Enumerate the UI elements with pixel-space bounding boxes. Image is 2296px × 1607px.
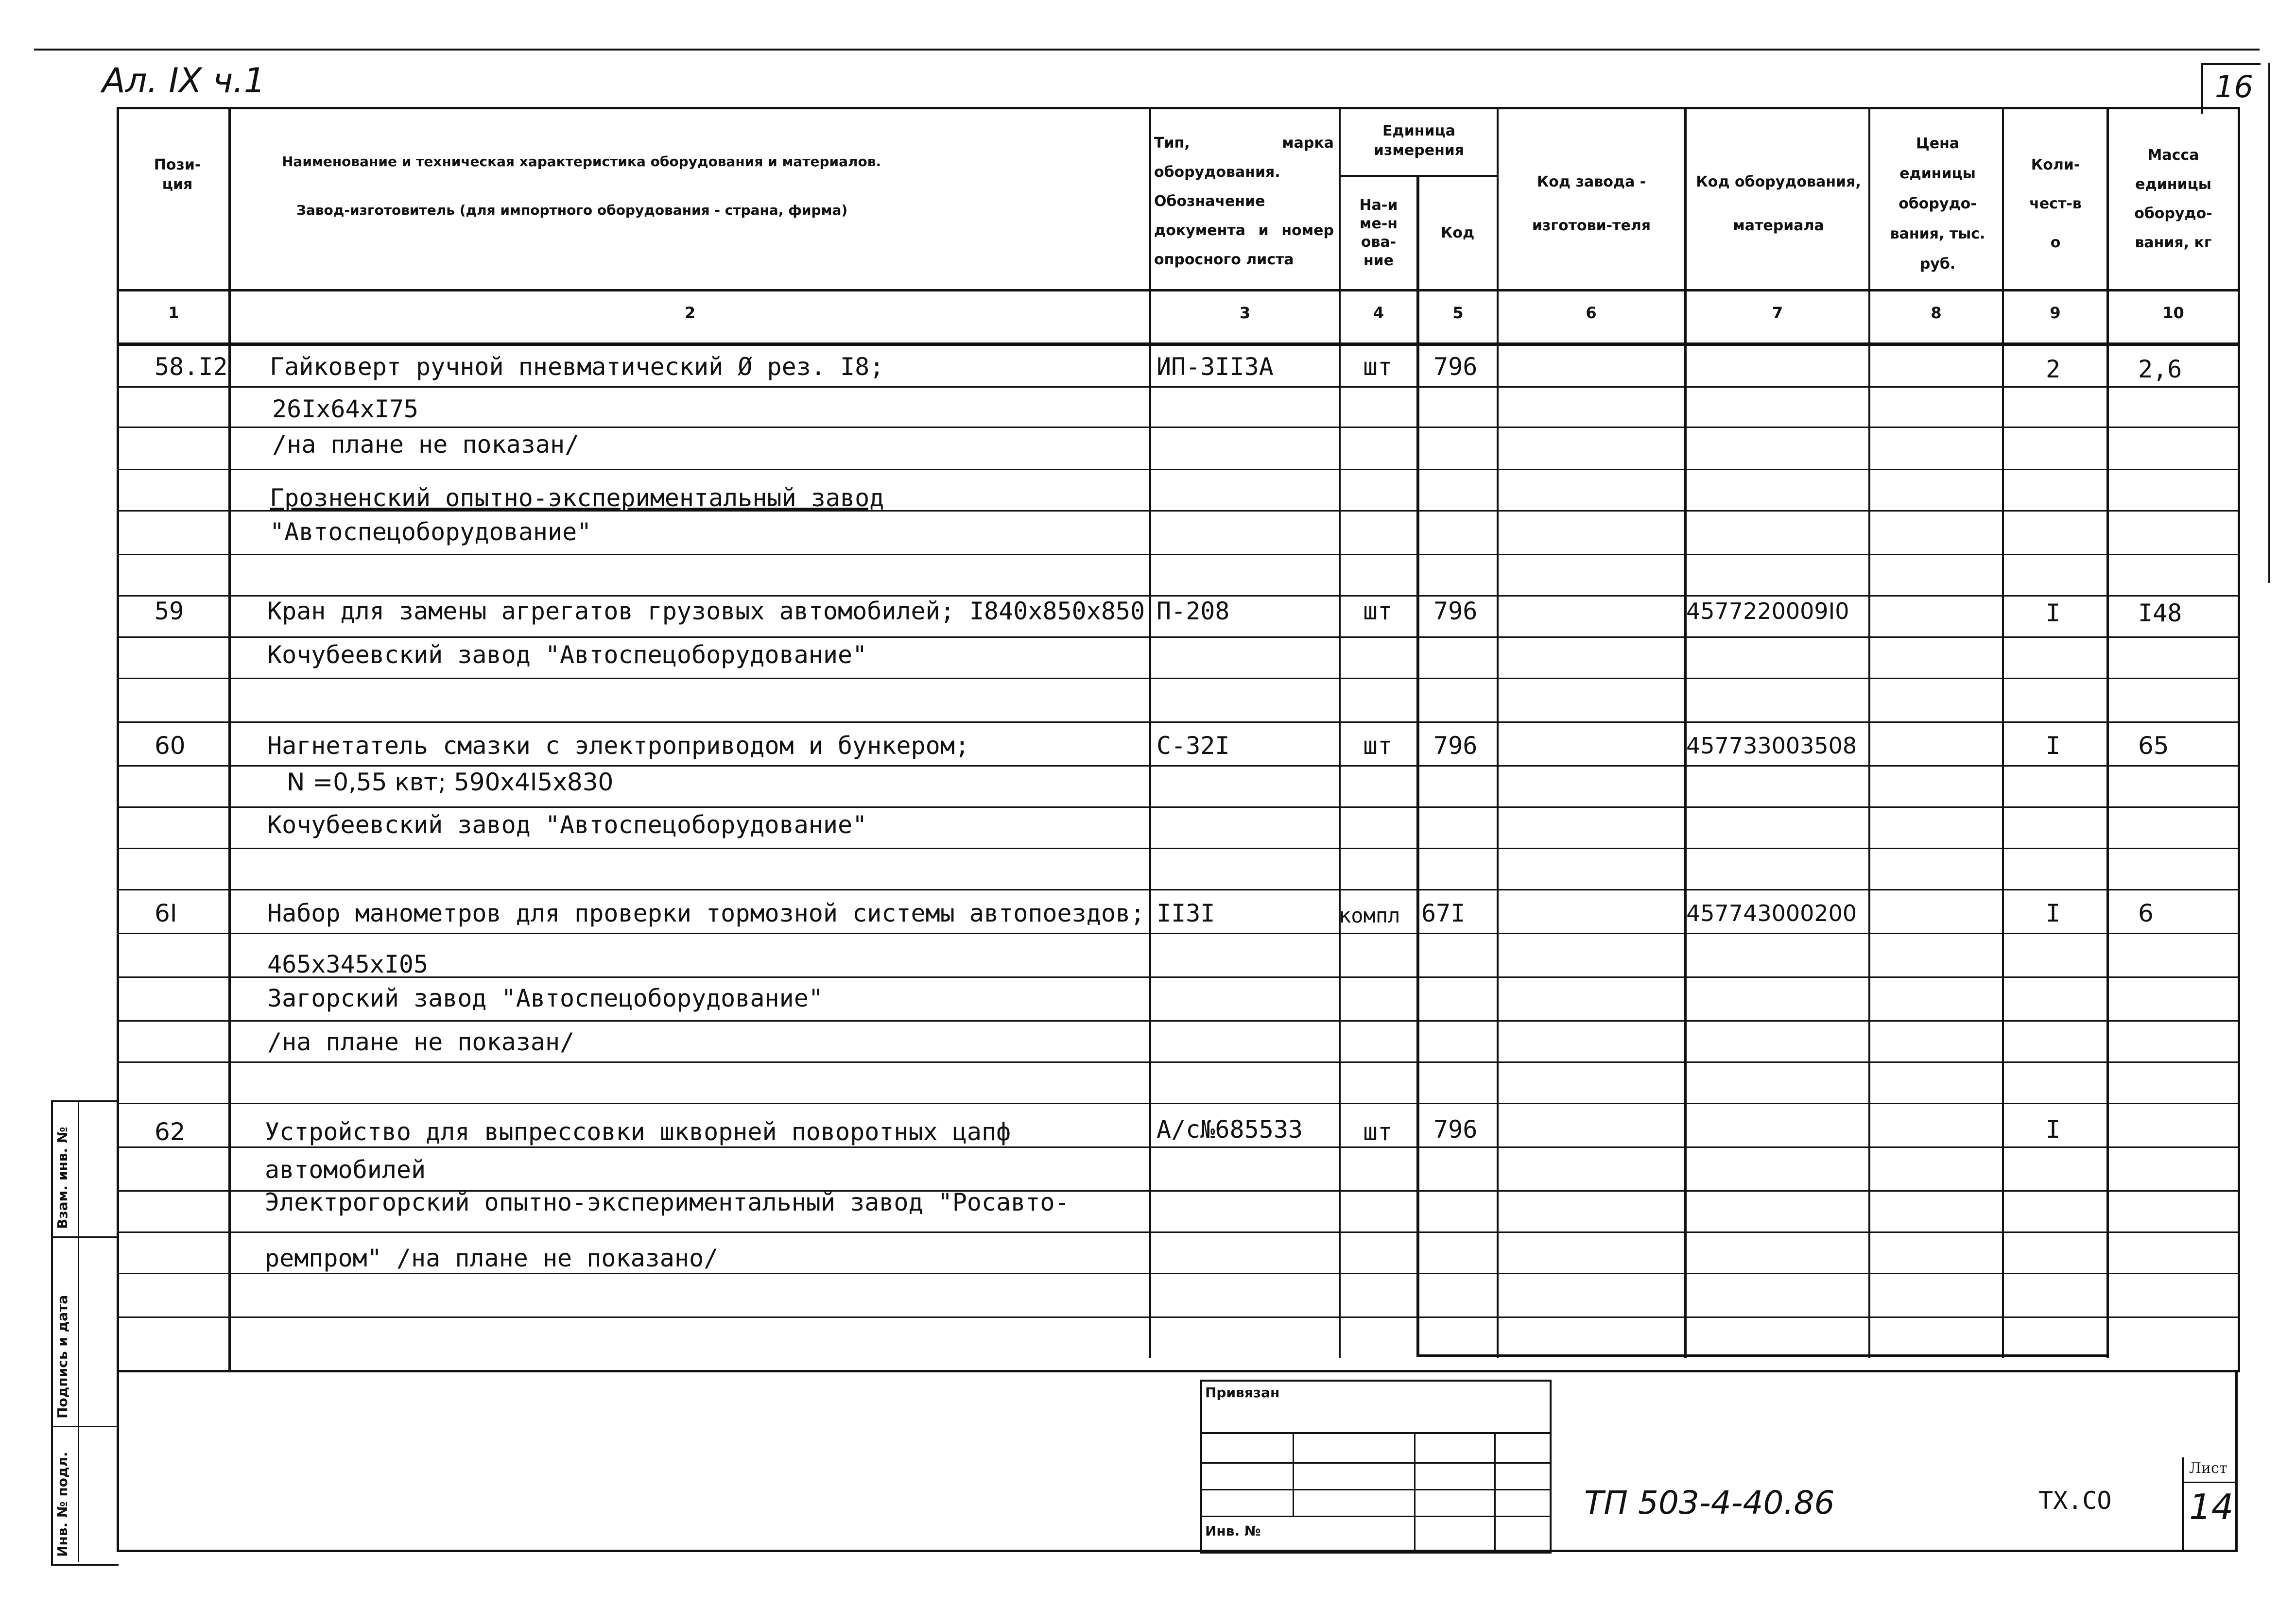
sheet-label: Лист	[2189, 1460, 2227, 1477]
col-line-1	[228, 107, 231, 1370]
row-line	[117, 1146, 2238, 1148]
row-type: А/с№685533	[1157, 1115, 1303, 1144]
col-line-9	[2106, 107, 2109, 1358]
header-plant-code	[1502, 136, 1681, 272]
side-vzam-label: Взам. инв. №	[54, 1127, 70, 1229]
header-position	[136, 146, 219, 204]
row-line	[117, 1103, 2238, 1104]
binding-stamp-line	[1200, 1462, 1550, 1464]
side-stamp-divider	[78, 1100, 79, 1562]
side-stamp-split	[51, 1426, 117, 1427]
row-line	[117, 636, 2238, 638]
col-line-7	[1868, 107, 1870, 1358]
row-mass: I48	[2138, 599, 2182, 627]
row-line	[117, 427, 2238, 428]
side-podpis-label: Подпись и дата	[54, 1295, 70, 1419]
row-position: 62	[155, 1118, 186, 1146]
col-line-8	[2002, 107, 2004, 1358]
row-position: 60	[155, 732, 186, 760]
row-name: Кран для замены агрегатов грузовых автомобилей; I840х850х850	[267, 597, 1145, 625]
document-code: ТП 503-4-40.86	[1584, 1484, 1835, 1522]
header-qty	[2007, 141, 2104, 267]
colnum-10: 10	[2162, 304, 2184, 322]
header-unit-name-text: На-име-нова-ние	[1359, 197, 1398, 269]
row-unit: шт	[1363, 597, 1393, 625]
col-line-5	[1497, 107, 1499, 1358]
table-end-line	[1416, 1354, 2109, 1357]
row-line	[117, 889, 2238, 890]
header-type-text: Тип, марка оборудования. Обозначение документа и номер опросного листа	[1154, 135, 1334, 268]
row-line	[117, 1273, 2238, 1274]
header-mass	[2111, 121, 2235, 277]
header-price	[1876, 126, 2000, 282]
row-line	[117, 933, 2238, 934]
colnum-1: 1	[168, 304, 179, 322]
header-mass-text: Масса единицы оборудо-вания, кг	[2134, 147, 2212, 251]
binding-stamp-line	[1200, 1516, 1550, 1517]
right-margin-mark	[2268, 63, 2270, 583]
row-text: Кочубеевский завод "Автоспецоборудование"	[267, 641, 867, 669]
row-text: /на плане не показан/	[272, 430, 580, 459]
row-text: автомобилей	[265, 1156, 426, 1184]
header-name-line2: Завод-изготовитель (для импортного оборудования - страна, фирма)	[296, 202, 848, 218]
header-equip-code	[1691, 136, 1866, 272]
row-qty: I	[2046, 732, 2061, 760]
colnum-3: 3	[1239, 304, 1251, 322]
main-bottom-line	[117, 1370, 2238, 1372]
row-equip-code: 4577220009I0	[1686, 598, 1849, 624]
header-unit-name	[1342, 180, 1415, 287]
binding-stamp-inv: Инв. №	[1205, 1523, 1261, 1539]
row-qty: I	[2046, 1115, 2061, 1144]
row-text: 465х345хI05	[267, 950, 429, 978]
colnum-8: 8	[1931, 304, 1942, 322]
header-qty-text: Коли-чест-во	[2029, 156, 2082, 251]
row-line	[117, 806, 2238, 808]
row-text: N =0,55 квт; 590х4I5х830	[287, 768, 614, 796]
row-text: Кочубеевский завод "Автоспецоборудование"	[267, 811, 867, 839]
binding-stamp-title: Привязан	[1205, 1385, 1280, 1401]
sheet-annotation: Ал. IX ч.1	[102, 61, 266, 101]
side-inv-label: Инв. № подл.	[54, 1452, 70, 1557]
header-equip-code-text: Код оборудования, материала	[1696, 173, 1861, 234]
row-name: Набор манометров для проверки тормозной системы автопоездов;	[267, 899, 1145, 927]
colnum-6: 6	[1586, 304, 1597, 322]
row-line	[117, 1020, 2238, 1022]
row-qty: 2	[2046, 355, 2061, 383]
row-mass: 65	[2138, 732, 2169, 760]
row-qty: I	[2046, 899, 2061, 927]
sheet-number-divider	[2182, 1482, 2238, 1483]
row-mass: 6	[2138, 899, 2154, 927]
row-unit: компл	[1339, 904, 1400, 927]
sheet-number: 14	[2189, 1487, 2234, 1527]
binding-stamp-vline	[1293, 1432, 1294, 1517]
row-line	[117, 386, 2238, 388]
col-line-2	[1149, 107, 1151, 1358]
header-unit-group-text: Единица измерения	[1373, 122, 1465, 159]
row-line	[117, 765, 2238, 767]
row-name: Гайковерт ручной пневматический Ø рез. I8;	[270, 353, 884, 381]
colnum-2: 2	[684, 304, 696, 322]
row-code: 796	[1433, 353, 1478, 381]
colnum-9: 9	[2050, 304, 2061, 322]
binding-stamp-line	[1200, 1432, 1550, 1434]
binding-stamp-vline	[1414, 1432, 1416, 1550]
row-equip-code: 457733003508	[1686, 733, 1857, 759]
header-bottom-line	[117, 289, 2238, 291]
header-name-line1: Наименование и техническая характеристика оборудования и материалов.	[282, 154, 881, 170]
header-position-text: Пози- ция	[154, 156, 201, 193]
left-frame-line	[117, 1370, 119, 1552]
row-text: Грозненский опытно-экспериментальный завод	[270, 484, 884, 512]
row-qty: I	[2046, 599, 2061, 627]
col-line-3	[1339, 107, 1341, 1358]
top-border	[34, 49, 2260, 51]
row-text: Электрогорский опытно-экспериментальный завод "Росавто-	[265, 1188, 1070, 1216]
row-type: С-32I	[1157, 732, 1230, 760]
corner-page-number: 16	[2215, 69, 2253, 104]
side-stamp-split	[51, 1236, 117, 1238]
header-price-text: Цена единицы оборудо-вания, тыс. руб.	[1890, 135, 1985, 273]
row-code: 796	[1433, 732, 1478, 760]
row-code: 67I	[1421, 899, 1466, 927]
row-text: "Автоспецоборудование"	[270, 518, 592, 546]
header-unit-code-text: Код	[1440, 224, 1475, 241]
colnum-7: 7	[1772, 304, 1783, 322]
row-line	[117, 976, 2238, 978]
row-line	[117, 678, 2238, 679]
row-line	[117, 1231, 2238, 1233]
row-position: 6I	[155, 899, 177, 927]
row-type: ИП-3II3А	[1157, 353, 1274, 381]
colnum-5: 5	[1452, 304, 1464, 322]
row-code: 796	[1433, 597, 1478, 625]
row-line	[117, 1061, 2238, 1063]
header-unit-group	[1344, 112, 1494, 170]
row-line	[117, 721, 2238, 723]
row-line	[117, 1316, 2238, 1318]
binding-stamp-line	[1200, 1489, 1550, 1490]
row-text: Загорский завод "Автоспецоборудование"	[267, 984, 823, 1012]
row-type: II3I	[1157, 899, 1215, 927]
colnum-4: 4	[1373, 304, 1384, 322]
header-type	[1154, 121, 1334, 282]
binding-stamp-vline	[1494, 1432, 1496, 1550]
bottom-frame-line	[117, 1550, 2238, 1552]
row-text: 26Iх64хI75	[272, 395, 419, 423]
row-line	[117, 554, 2238, 555]
document-tx-code: ТХ.СО	[2038, 1487, 2112, 1515]
unit-sub-line	[1339, 175, 1497, 177]
row-type: П-208	[1157, 597, 1230, 625]
row-line	[117, 848, 2238, 849]
header-plant-code-text: Код завода - изготови-теля	[1532, 173, 1651, 234]
row-equip-code: 457743000200	[1686, 900, 1857, 926]
col-numbers-bottom-line	[117, 342, 2238, 346]
row-mass: 2,6	[2138, 355, 2182, 383]
row-position: 58.I2	[155, 353, 228, 381]
row-text: /на плане не показан/	[267, 1028, 575, 1056]
row-position: 59	[155, 597, 184, 625]
row-name: Устройство для выпрессовки шкворней поворотных цапф	[265, 1118, 1011, 1146]
row-name: Нагнетатель смазки с электроприводом и бункером;	[267, 732, 969, 760]
row-text: ремпром" /на плане не показано/	[265, 1244, 719, 1272]
row-unit: шт	[1363, 353, 1393, 381]
row-unit: шт	[1363, 1118, 1393, 1146]
row-code: 796	[1433, 1115, 1478, 1144]
row-unit: шт	[1363, 732, 1393, 760]
row-line	[117, 469, 2238, 470]
header-unit-code	[1420, 180, 1495, 287]
